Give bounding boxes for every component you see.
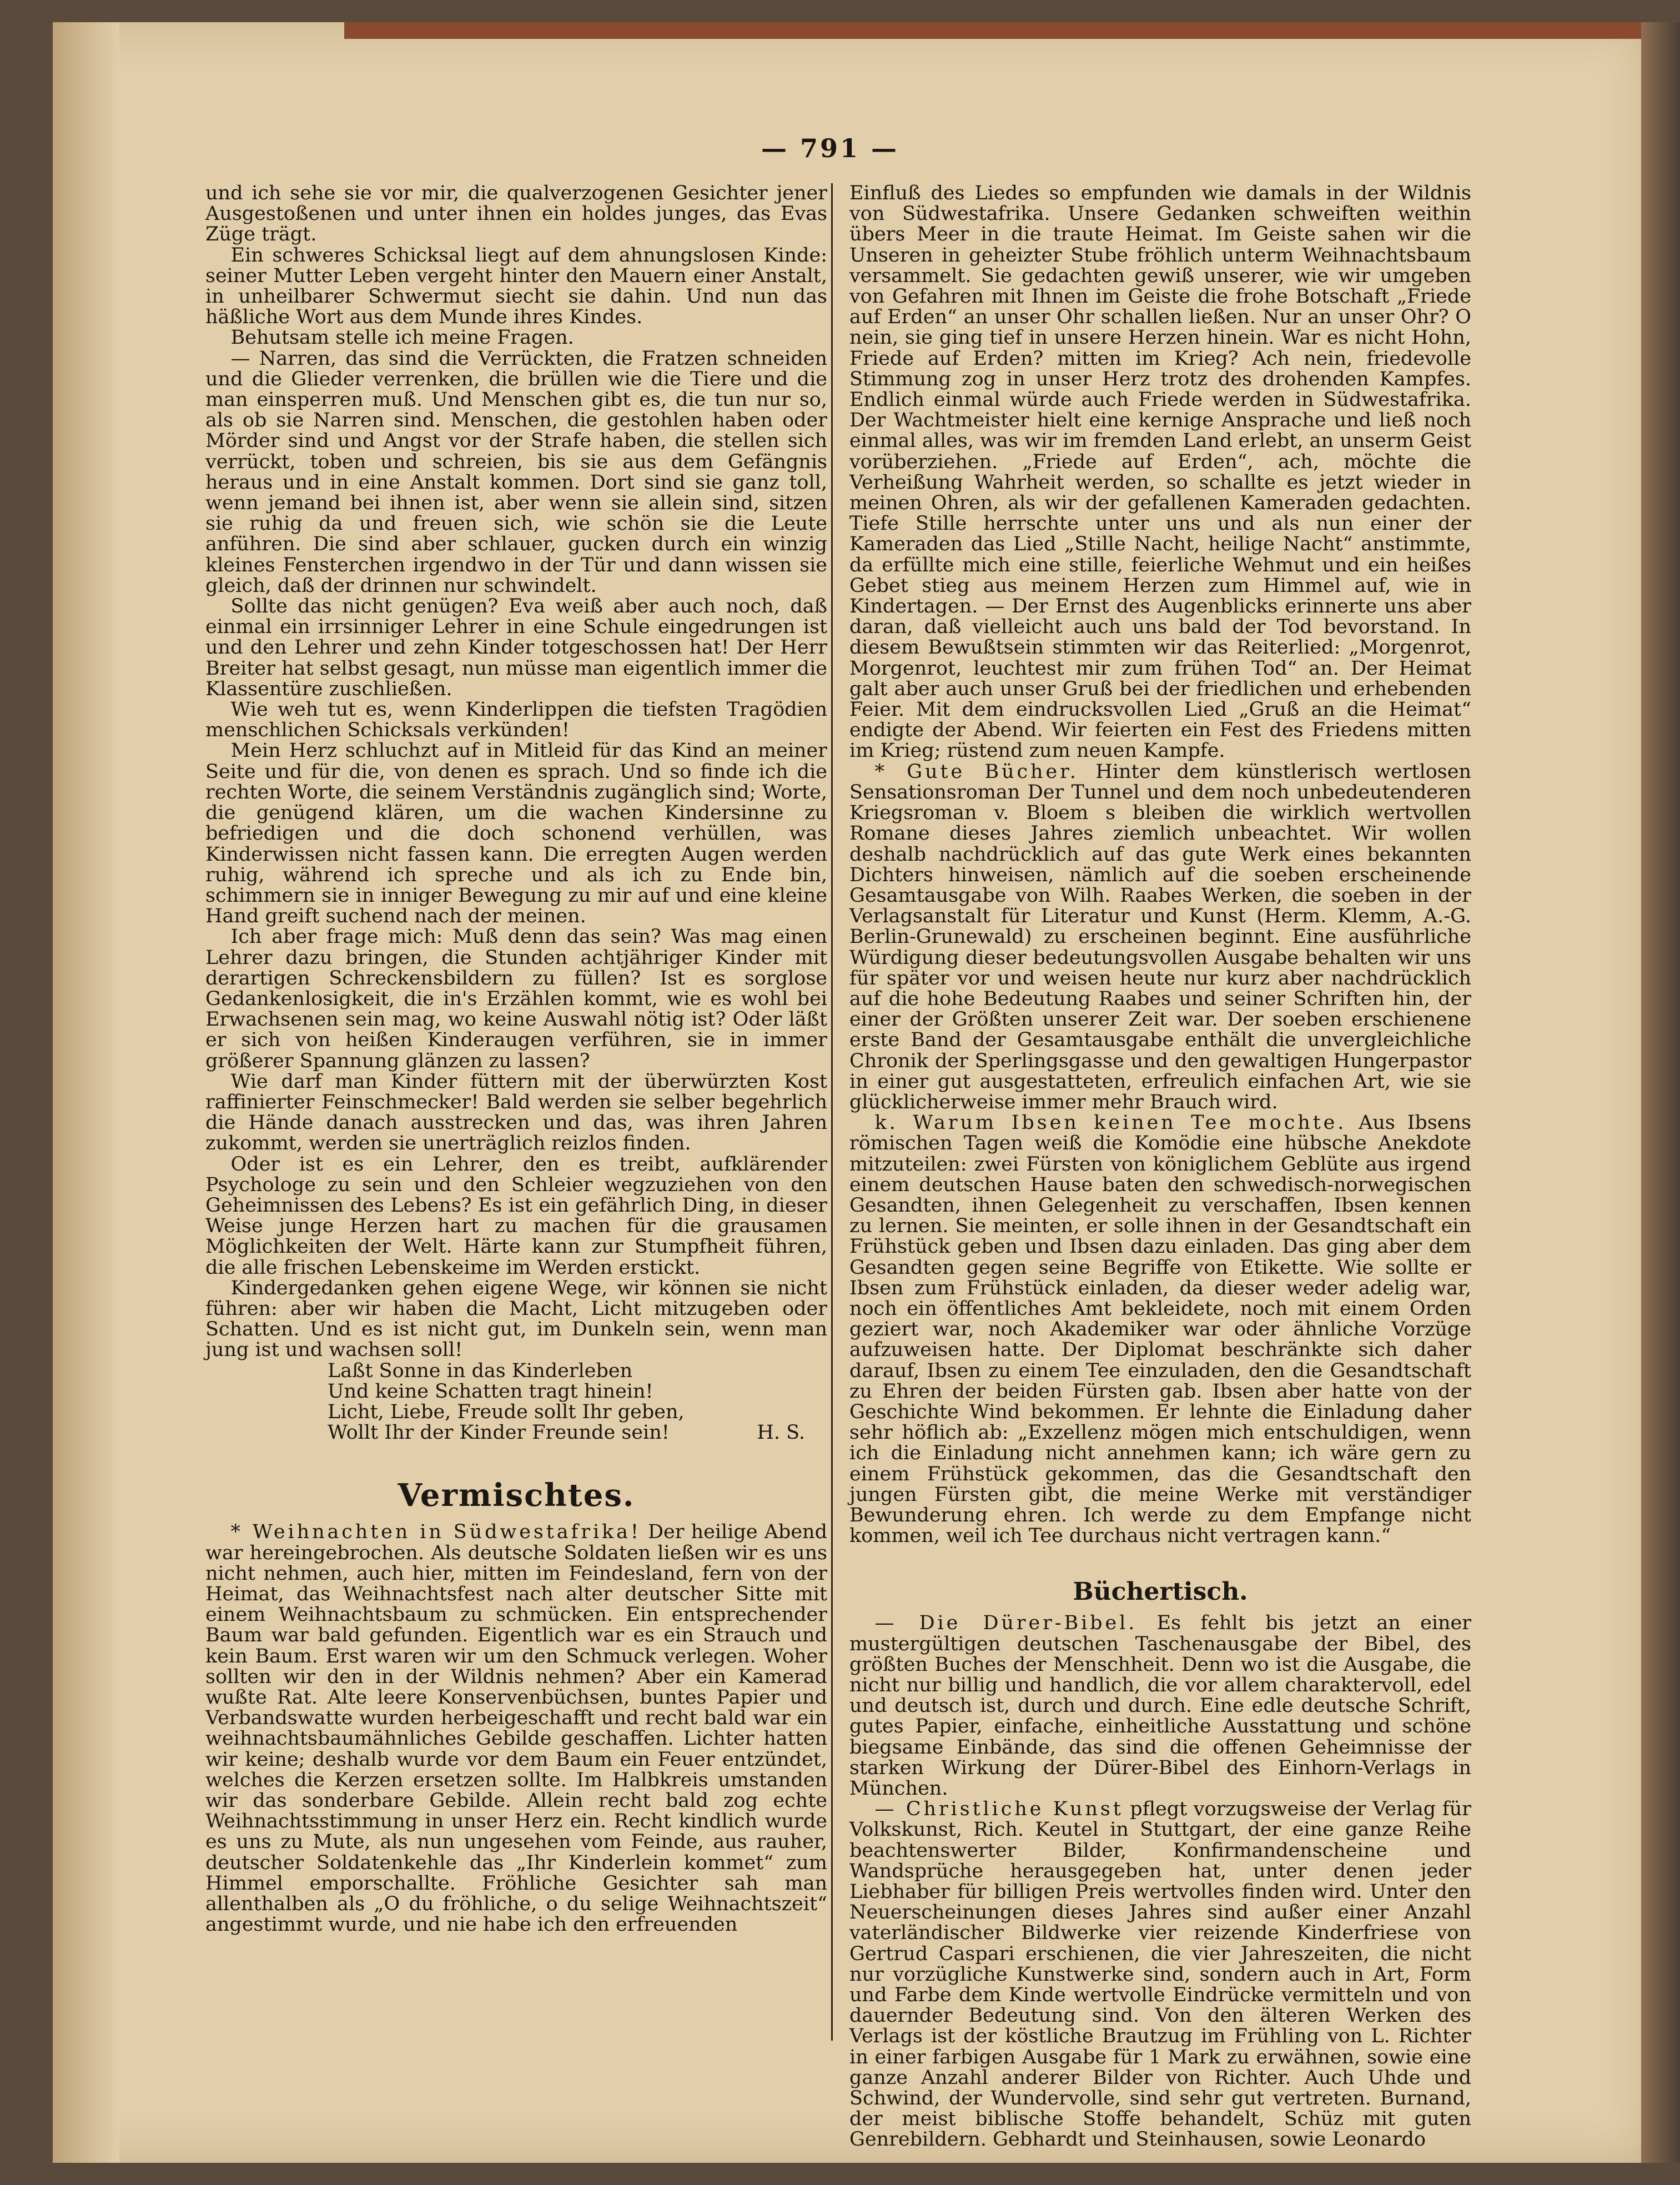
article-lead: * Weihnachten in Südwestafrika!: [230, 1521, 641, 1544]
verse-line-with-signature: [328, 1423, 827, 1443]
right-column: [849, 183, 1471, 2151]
article-lead: — Die Dürer-Bibel.: [874, 1612, 1138, 1635]
paragraph: Oder ist es ein Lehrer, den es treibt, aufklärender Psychologe zu sein und den Schleier wegzuziehen von den Geheimnissen des Lebens? Es ist ein gefährlich Ding, in dieser Weise junge Herzen hart zu machen für die grausamen Möglichkeiten der Welt. Härte kann zur Stumpfheit führen, die alle frischen Lebenskeime im Werden erstickt.: [205, 1153, 827, 1279]
verse-line: Wollt Ihr der Kinder Freunde sein!: [328, 1421, 670, 1444]
author-signature: H. S.: [757, 1421, 805, 1444]
column-rule: [831, 183, 833, 2041]
article-ibsen: [849, 1113, 1471, 1546]
article-text: Es fehlt bis jetzt an einer mustergültigen deutschen Taschenausgabe der Bibel, des größten Buches der Menschheit. Denn wo ist die Ausgabe, die nicht nur billig und handlich, die vor allem charaktervoll, edel und deutsch ist, durch und durch. Eine edle deutsche Schrift, gutes Papier, einfache, einheitliche Ausstattung und schöne biegsame Einbände, das sind die offenen Geheimnisse der starken Wirkung der Dürer-Bibel des Einhorn-Verlags in München.: [849, 1612, 1472, 1800]
page-gutter: [53, 22, 119, 2163]
paragraph: Behutsam stelle ich meine Fragen.: [230, 327, 574, 349]
left-column: [205, 183, 827, 1935]
paragraph: Ich aber frage mich: Muß denn das sein? Was mag einen Lehrer dazu bringen, die Stunden achtjähriger Kinder mit derartigen Schreckensbildern zu füllen? Ist es sorglose Gedankenlosigkeit, die in's Erzählen kommt, wie es wohl bei Erwachsenen sein mag, wo keine Auswahl nötig ist? Oder läßt er sich von heißen Kinderaugen verführen, sie in immer größerer Spannung glänzen zu lassen?: [205, 926, 827, 1072]
paragraph: Wie darf man Kinder füttern mit der überwürzten Kost raffinierter Feinschmecker! Bald werden sie selber begehrlich die Hände danach ausstrecken und das, was ihren Jahren zukommt, werden sie unerträglich reizlos finden.: [205, 1070, 827, 1155]
book-edge-top: [344, 22, 1666, 39]
verse-line: Licht, Liebe, Freude sollt Ihr geben,: [328, 1400, 685, 1423]
paragraph: Mein Herz schluchzt auf in Mitleid für das Kind an meiner Seite und für die, von denen es sprach. Und so finde ich die rechten Worte, die seinem Verständnis zugänglich sind; Worte, die genügend klären, um die wachen Kindersinne zu befriedigen und die doch schonend verhüllen, was Kinderwissen nicht fassen kann. Die erregten Augen werden ruhig, während ich spreche und als ich zu Ende bin, schimmern sie in inniger Bewegung zu mir auf und eine kleine Hand greift suchend nach der meinen.: [205, 740, 827, 928]
verse-line: Und keine Schatten tragt hinein!: [328, 1380, 653, 1403]
article-text: Aus Ibsens römischen Tagen weiß die Komödie eine hübsche Anekdote mitzuteilen: zwei Fürsten von königlichem Geblüte aus irgend einem deutschen Hause baten den schwedisch-norwegischen Gesandten, ihnen Gelegenheit zu verschaffen, Ibsen kennen zu lernen. Sie meinten, er solle ihnen in der Gesandtschaft ein Frühstück geben und Ibsen dazu einladen. Das ging aber dem Gesandten gegen seine Begriffe von Etikette. Wie sollte er Ibsen zum Frühstück einladen, da dieser weder adelig war, noch ein öffentliches Amt bekleidete, noch mit einem Orden geziert war, noch Akademiker war oder ähnliche Vorzüge aufzuweisen hatte. Der Diplomat beschränkte sich daher darauf, Ibsen zu einem Tee einzuladen, den die Gesandtschaft zu Ehren der beiden Fürsten gab. Ibsen aber hatte von der Geschichte Wind bekommen. Er lehnte die Einladung daher sehr höflich ab: „Exzellenz mögen mich entschuldigen, wenn ich die Einladung nicht annehmen kann; ich wäre gern zu einem Frühstück gekommen, das die Gesandtschaft den jungen Fürsten gibt, die meine Werke mit verständiger Bewunderung ehren. Ich werde zu dem Empfange nicht kommen, weil ich Tee durchaus nicht vertragen kann.“: [849, 1112, 1472, 1548]
article-text: pflegt vorzugsweise der Verlag für Volkskunst, Rich. Keutel in Stuttgart, der eine ganze Reihe beachtenswerter Bilder, Konfirmandenscheine und Wandsprüche herausgegeben hat, unter denen jeder Liebhaber für billigen Preis wertvolles finden wird. Unter den Neuerscheinungen dieses Jahres sind außer einer Anzahl vaterländischer Bildwerke vier reizende Kinderfriese von Gertrud Caspari erschienen, die vier Jahreszeiten, die nicht nur vorzügliche Kunstwerke sind, sondern auch in Art, Form und Farbe dem Kinde wertvolle Eindrücke vermitteln und von dauernder Bedeutung sind. Von den älteren Werken des Verlags ist der köstliche Brautzug im Frühling von L. Richter in einer farbigen Ausgabe für 1 Mark zu erwähnen, sowie eine ganze Anzahl anderer Bilder von Richter. Auch Uhde und Schwind, der Wundervolle, sind sehr gut vertreten. Burnand, der meist biblische Stoffe behandelt, Schüz mit guten Genrebildern. Gebhardt und Steinhausen, sowie Leonardo: [849, 1798, 1471, 2151]
paragraph: Wie weh tut es, wenn Kinderlippen die tiefsten Tragödien menschlichen Schicksals verkünden!: [205, 699, 827, 742]
verse: [328, 1361, 827, 1444]
section-heading-buechertisch: Büchertisch.: [1073, 1578, 1248, 1606]
paragraph: und ich sehe sie vor mir, die qualverzogenen Gesichter jener Ausgestoßenen und unter ihnen ein holdes junges, das Evas Züge trägt.: [205, 182, 827, 246]
article-weihnachten: [205, 1522, 827, 1935]
paragraph: Ein schweres Schicksal liegt auf dem ahnungslosen Kinde: seiner Mutter Leben vergeht hinter den Mauern einer Anstalt, in unheilbarer Schwermut siecht sie dahin. Und nun das häßliche Wort aus dem Munde ihres Kindes.: [205, 244, 827, 329]
paragraph: Kindergedanken gehen eigene Wege, wir können sie nicht führen: aber wir haben die Macht, Licht mitzugeben oder Schatten. Und es ist nicht gut, im Dunkeln sein, wenn man jung ist und wachsen soll!: [205, 1277, 827, 1362]
article-gute-buecher: [849, 762, 1471, 1113]
page-number: — 791 —: [761, 133, 899, 163]
book-edge-right: [1641, 22, 1680, 2163]
article-text: Der heilige Abend war hereingebrochen. Als deutsche Soldaten ließen wir es uns nicht nehmen, auch hier, mitten im Feindesland, fern von der Heimat, das Weihnachtsfest nach alter deutscher Sitte mit einem Weihnachtsbaum zu schmücken. Ein entsprechender Baum war bald gefunden. Eigentlich war es ein Strauch und kein Baum. Erst waren wir um den Schmuck verlegen. Woher sollten wir den in der Wildnis nehmen? Aber ein Kamerad wußte Rat. Alte leere Konservenbüchsen, buntes Papier und Verbandswatte wurden herbeigeschafft und recht bald war ein weihnachtsbaumähnliches Gebilde geschaffen. Lichter hatten wir keine; deshalb wurde vor dem Baum ein Feuer entzündet, welches die Kerzen ersetzen sollte. Im Halbkreis umstanden wir das sonderbare Gebilde. Allein recht bald zog echte Weihnachtsstimmung in unser Herz ein. Recht kindlich wurde es uns zu Mute, als nun ungesehen vom Feinde, aus rauher, deutscher Soldatenkehle das „Ihr Kinderlein kommet“ zum Himmel emporschallte. Fröhliche Gesichter sah man allenthalben als „O du fröhliche, o du selige Weihnachtszeit“ angestimmt wurde, und nie habe ich den erfreuenden: [205, 1521, 827, 1936]
article-lead: * Gute Bücher.: [874, 760, 1079, 783]
paragraph: — Narren, das sind die Verrückten, die Fratzen schneiden und die Glieder verrenken, die brüllen wie die Tiere und die man einsperren muß. Und Menschen gibt es, die tun nur so, als ob sie Narren sind. Menschen, die gestohlen haben oder Mörder sind und Angst vor der Strafe haben, die stellen sich verrückt, toben und schreien, bis sie aus dem Gefängnis heraus und in eine Anstalt kommen. Dort sind sie ganz toll, wenn jemand bei ihnen ist, aber wenn sie allein sind, sitzen sie ruhig da und freuen sich, wie schön sie die Leute anführen. Die sind aber schlauer, gucken durch ein winzig kleines Fensterchen irgendwo in der Tür und dann wissen sie gleich, daß der drinnen nur schwindelt.: [205, 347, 827, 597]
article-duerer-bibel: [849, 1613, 1471, 1799]
verse-line: Laßt Sonne in das Kinderleben: [328, 1359, 633, 1382]
paragraph: Sollte das nicht genügen? Eva weiß aber auch noch, daß einmal ein irrsinniger Lehrer in eine Schule eingedrungen ist und den Lehrer und zehn Kinder totgeschossen hat! Der Herr Breiter hat selbst gesagt, nun müsse man eigentlich immer die Klassentüre zuschließen.: [205, 595, 827, 700]
article-text: Hinter dem künstlerisch wertlosen Sensationsroman Der Tunnel und dem noch unbedeutenderen Kriegsroman v. Bloem s bleiben die wirklich wertvollen Romane dieses Jahres ziemlich unbeachtet. Wir wollen deshalb nachdrücklich auf das gute Werk eines bekannten Dichters hinweisen, nämlich auf die soeben erscheinende Gesamtausgabe von Wilh. Raabes Werken, die soeben in der Verlagsanstalt für Literatur und Kunst (Herm. Klemm, A.-G. Berlin-Grunewald) zu erscheinen beginnt. Eine ausführliche Würdigung dieser bedeutungsvollen Ausgabe behalten wir uns für später vor und weisen heute nur kurz aber nachdrücklich auf die hohe Bedeutung Raabes und seiner Schriften hin, der einer der Größten unserer Zeit war. Der soeben erschienene erste Band der Gesamtausgabe enthält die unvergleichliche Chronik der Sperlingsgasse und den gewaltigen Hungerpastor in einer gut ausgestatteten, erfreulich einfachen Art, wie sie glücklicherweise immer mehr Brauch wird.: [849, 760, 1472, 1113]
article-lead: k. Warum Ibsen keinen Tee mochte.: [874, 1112, 1347, 1134]
article-christliche-kunst: [849, 1799, 1471, 2150]
article-lead: — Christliche Kunst: [874, 1798, 1124, 1821]
section-heading-vermischtes: Vermischtes.: [398, 1477, 635, 1514]
paragraph: Einfluß des Liedes so empfunden wie damals in der Wildnis von Südwestafrika. Unsere Gedanken schweiften weithin übers Meer in die traute Heimat. Im Geiste sahen wir die Unseren in geheizter Stube fröhlich unterm Weihnachtsbaum versammelt. Sie gedachten gewiß unserer, wie wir umgeben von Gefahren mit Ihnen im Geiste die frohe Botschaft „Friede auf Erden“ an unser Ohr schallen ließen. Nur an unser Ohr? O nein, sie ging tief in unsere Herzen hinein. War es nicht Hohn, Friede auf Erden? mitten im Krieg? Ach nein, friedevolle Stimmung zog in unser Herz trotz des drohenden Kampfes. Endlich einmal würde auch Friede werden in Südwestafrika. Der Wachtmeister hielt eine kernige Ansprache und ließ noch einmal alles, was wir im fremden Land erlebt, an unserm Geist vorüberziehen. „Friede auf Erden“, ach, möchte die Verheißung Wahrheit werden, so schallte es jetzt wieder in meinen Ohren, als wir der gefallenen Kameraden gedachten. Tiefe Stille herrschte unter uns und als nun einer der Kameraden das Lied „Stille Nacht, heilige Nacht“ anstimmte, da erfüllte mich eine stille, feierliche Wehmut und ein heißes Gebet stieg aus meinem Herzen zum Himmel auf, wie in Kindertagen. — Der Ernst des Augenblicks erinnerte uns aber daran, daß vielleicht auch uns bald der Tod bevorstand. In diesem Bewußtsein stimmten wir das Reiterlied: „Morgenrot, Morgenrot, leuchtest mir zum frühen Tod“ an. Der Heimat galt aber auch unser Gruß bei der friedlichen und erhebenden Feier. Mit dem eindrucksvollen Lied „Gruß an die Heimat“ endigte der Abend. Wir feierten ein Fest des Friedens mitten im Krieg; rüstend zum neuen Kampfe.: [849, 182, 1471, 762]
